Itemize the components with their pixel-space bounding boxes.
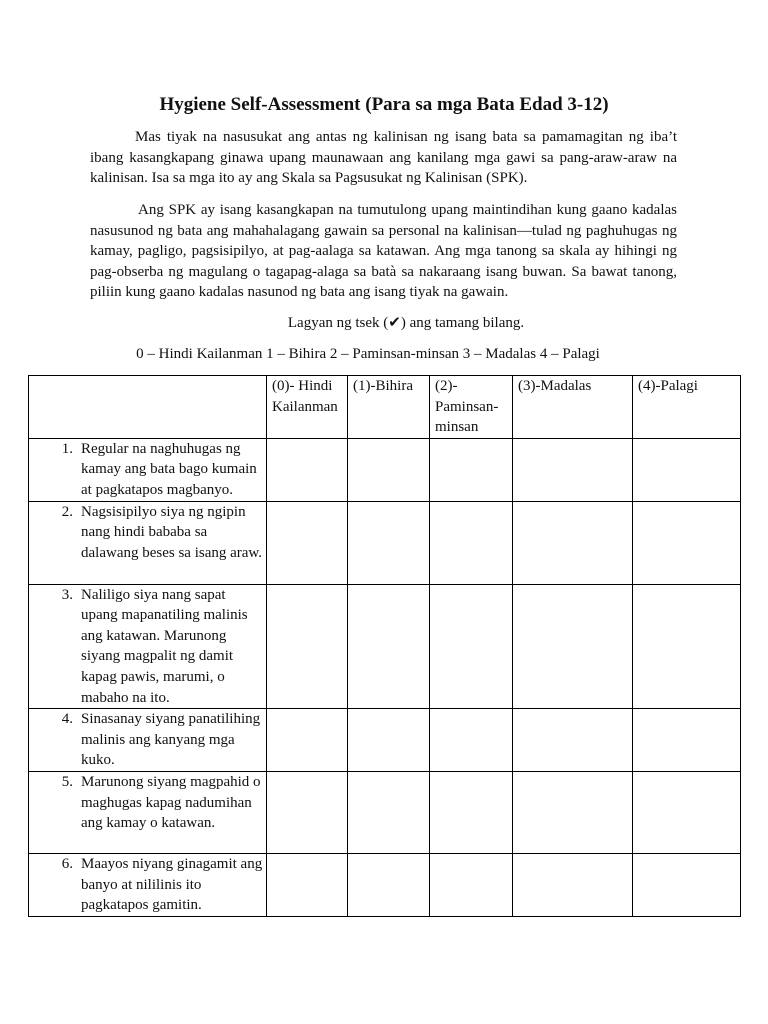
- question-cell: [29, 709, 267, 772]
- question-text: Marunong siyang magpahid o maghugas kapag nadumihan ang kamay o katawan.: [81, 773, 261, 832]
- answer-cell-2[interactable]: [430, 771, 513, 853]
- answer-cell-4[interactable]: [633, 853, 741, 916]
- answer-cell-4[interactable]: [633, 584, 741, 709]
- table-header-row: [29, 376, 741, 439]
- answer-cell-1[interactable]: [348, 771, 430, 853]
- question-cell: [29, 584, 267, 709]
- column-header-4: (4)-Palagi: [633, 376, 741, 439]
- document-title: Hygiene Self-Assessment (Para sa mga Bata Edad 3-12): [159, 94, 609, 115]
- table-row: [29, 584, 741, 709]
- answer-cell-3[interactable]: [513, 771, 633, 853]
- column-header-2: (2)-Paminsan-minsan: [430, 376, 513, 439]
- answer-cell-3[interactable]: [513, 709, 633, 772]
- table-row: [29, 771, 741, 853]
- column-header-3: (3)-Madalas: [513, 376, 633, 439]
- answer-cell-1[interactable]: [348, 438, 430, 501]
- table-row: [29, 438, 741, 501]
- question-cell: [29, 438, 267, 501]
- question-number: 5.: [61, 773, 73, 790]
- answer-cell-2[interactable]: [430, 584, 513, 709]
- assessment-table: [28, 375, 741, 917]
- answer-cell-4[interactable]: [633, 709, 741, 772]
- column-header-1: (1)-Bihira: [348, 376, 430, 439]
- scale-legend: 0 – Hindi Kailanman 1 – Bihira 2 – Paminsan-minsan 3 – Madalas 4 – Palagi: [136, 346, 600, 362]
- answer-cell-2[interactable]: [430, 853, 513, 916]
- question-number: 4.: [61, 711, 73, 728]
- answer-cell-4[interactable]: [633, 438, 741, 501]
- header-blank-cell: [29, 376, 267, 439]
- answer-cell-3[interactable]: [513, 438, 633, 501]
- table-row: [29, 853, 741, 916]
- question-number: 2.: [61, 503, 73, 520]
- answer-cell-3[interactable]: [513, 501, 633, 584]
- question-number: 3.: [61, 586, 73, 603]
- answer-cell-1[interactable]: [348, 709, 430, 772]
- question-text: Nagsisipilyo siya ng ngipin nang hindi bababa sa dalawang beses sa isang araw.: [81, 503, 263, 561]
- question-cell: [29, 771, 267, 853]
- answer-cell-3[interactable]: [513, 584, 633, 709]
- spk-description-paragraph: Ang SPK ay isang kasangkapan na tumutulong upang maintindihan kung gaano kadalas nasusunod ng bata ang mahahalagang gawain sa personal na kalinisan—tulad ng paghuhugas ng kamay, pagligo, pagsisipilyo, at pag-aalaga sa katawan. Ang mga tanong sa skala ay hihingi ng pag-obserba ng magulang o tagapag-alaga sa batà sa nakaraang isang buwan. Sa bawat tanong, piliin kung gaano kadalas nasunod ng bata ang isang tiyak na gawain.: [90, 202, 677, 301]
- answer-cell-3[interactable]: [513, 853, 633, 916]
- answer-cell-0[interactable]: [267, 584, 348, 709]
- column-header-0: (0)- Hindi Kailanman: [267, 376, 348, 439]
- answer-cell-4[interactable]: [633, 771, 741, 853]
- question-text: Sinasanay siyang panatilihing malinis ang kanyang mga kuko.: [81, 711, 261, 769]
- question-number: 1.: [61, 440, 73, 457]
- table-row: [29, 709, 741, 772]
- answer-cell-2[interactable]: [430, 501, 513, 584]
- question-cell: [29, 501, 267, 584]
- table-row: [29, 501, 741, 584]
- intro-paragraph: Mas tiyak na nasusukat ang antas ng kalinisan ng isang bata sa pamamagitan ng iba’t ibang kasangkapang ginawa upang maunawaan ang kanilang mga gawi sa pang-araw-araw na kalinisan. Isa sa mga ito ay ang Skala sa Pagsusukat ng Kalinisan (SPK).: [90, 129, 677, 187]
- answer-cell-4[interactable]: [633, 501, 741, 584]
- answer-cell-0[interactable]: [267, 709, 348, 772]
- answer-cell-2[interactable]: [430, 709, 513, 772]
- question-text: Naliligo siya nang sapat upang mapanatiling malinis ang katawan. Marunong siyang magpalit ng damit kapag pawis, marumi, o mabaho na ito.: [81, 586, 248, 706]
- answer-cell-0[interactable]: [267, 438, 348, 501]
- answer-cell-1[interactable]: [348, 501, 430, 584]
- question-text: Regular na naghuhugas ng kamay ang bata bago kumain at pagkatapos magbanyo.: [81, 440, 257, 498]
- question-text: Maayos niyang ginagamit ang banyo at nililinis ito pagkatapos gamitin.: [81, 855, 263, 914]
- answer-cell-0[interactable]: [267, 771, 348, 853]
- answer-cell-1[interactable]: [348, 584, 430, 709]
- question-number: 6.: [61, 855, 73, 872]
- answer-cell-0[interactable]: [267, 501, 348, 584]
- answer-cell-0[interactable]: [267, 853, 348, 916]
- answer-cell-2[interactable]: [430, 438, 513, 501]
- answer-cell-1[interactable]: [348, 853, 430, 916]
- instruction-text: Lagyan ng tsek (✔) ang tamang bilang.: [287, 315, 525, 331]
- question-cell: [29, 853, 267, 916]
